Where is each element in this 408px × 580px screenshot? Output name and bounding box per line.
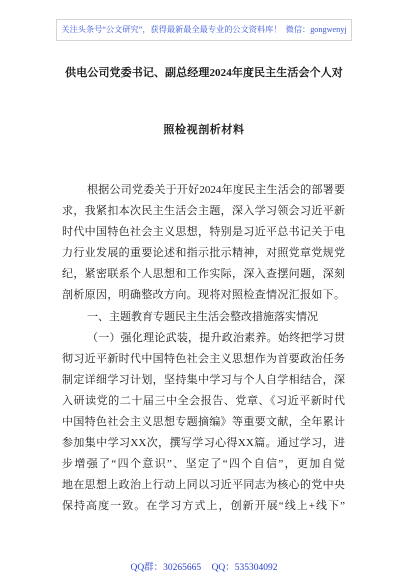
body-line: 保持高度一致。在学习方式上，创新开展“线上+线下” [62, 500, 345, 513]
contact-footer [0, 559, 408, 577]
body-line: 力行业发展的重要论述和指示批示精神，对照党章党规党 [62, 247, 345, 260]
body-line: 地在思想上政治上行动上同以习近平同志为核心的党中央 [62, 479, 345, 492]
body-line: 步增强了“四个意识”、坚定了“四个自信”，更加自觉 [62, 458, 345, 471]
document-body [62, 180, 345, 518]
paragraph-theory-study [62, 328, 345, 518]
body-line: 剖析原因，明确整改方向。现将对照检查情况汇报如下。 [62, 289, 345, 302]
body-line: 入研读党的二十届三中全会报告、党章、《习近平新时代 [62, 394, 345, 407]
body-line: 参加集中学习XX次，撰写学习心得XX篇。通过学习，进 [62, 437, 345, 450]
body-line: 中国特色社会主义思想专题摘编》等重要文献，全年累计 [62, 416, 345, 429]
body-line: 制定详细学习计划，坚持集中学习与个人自学相结合，深 [62, 373, 345, 386]
section-heading-line: 一、主题教育专题民主生活会整改措施落实情况 [87, 310, 318, 323]
body-line: 求，我紧扣本次民主生活会主题，深入学习领会习近平新 [62, 205, 345, 218]
body-line: （一）强化理论武装，提升政治素养。始终把学习贯 [87, 331, 345, 344]
promo-banner: 关注头条号“公文研究”，获得最新最全最专业的公文资料库！ 微信：gongwenyj [56, 19, 352, 41]
body-line: 纪，紧密联系个人思想和工作实际，深入查摆问题，深刻 [62, 268, 345, 281]
paragraph-intro [62, 180, 345, 307]
document-title-line-2: 照检视剖析材料 [163, 124, 245, 136]
body-line: 根据公司党委关于开好2024年度民主生活会的部署要 [87, 184, 345, 196]
qq-group-number: QQ群：30265665 [130, 563, 202, 573]
body-line: 彻习近平新时代中国特色社会主义思想作为首要政治任务 [62, 352, 345, 365]
qq-number: QQ：535304092 [211, 563, 278, 573]
section-heading [62, 307, 345, 328]
document-title-line-1: 供电公司党委书记、副总经理2024年度民主生活会个人对 [65, 67, 343, 79]
body-line: 时代中国特色社会主义思想，特别是习近平总书记关于电 [62, 226, 345, 239]
